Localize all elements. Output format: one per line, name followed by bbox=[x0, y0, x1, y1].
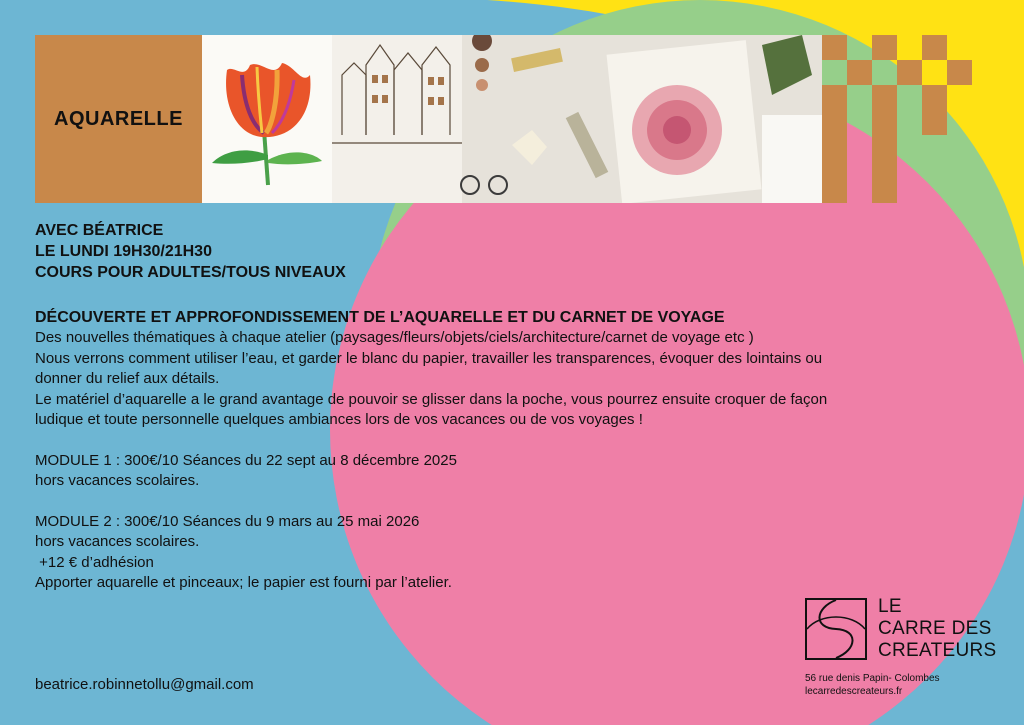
material-line-2: ludique et toute personnelle quelques ambiances lors de vos vacances ou de vos voyages ! bbox=[35, 411, 643, 428]
schedule-line: LE LUNDI 19H30/21H30 bbox=[35, 243, 212, 260]
supplies-note: Apporter aquarelle et pinceaux; le papier est fourni par l’atelier. bbox=[35, 574, 452, 591]
logo-line-3: CREATEURS bbox=[878, 640, 997, 661]
module-1-title: MODULE 1 : 300€/10 Séances du 22 sept au 8 décembre 2025 bbox=[35, 451, 457, 469]
address: 56 rue denis Papin- Colombes bbox=[805, 673, 940, 684]
logo-line-2: CARRE DES bbox=[878, 618, 992, 639]
banner-label: AQUARELLE bbox=[35, 35, 202, 203]
instructor-line: AVEC BÉATRICE bbox=[35, 222, 164, 239]
techniques-line-2: donner du relief aux détails. bbox=[35, 370, 220, 387]
themes-paragraph: Des nouvelles thématiques à chaque atelier (paysages/fleurs/objets/ciels/architecture/carnet de voyage etc ) bbox=[35, 329, 754, 346]
logo-line-1: LE bbox=[878, 596, 902, 617]
website-link[interactable]: lecarredescreateurs.fr bbox=[805, 686, 903, 697]
main-content bbox=[35, 220, 995, 594]
module-1-note: hors vacances scolaires. bbox=[35, 472, 200, 489]
contact-email-link[interactable]: beatrice.robinnetollu@gmail.com bbox=[35, 676, 254, 693]
logo-address-block bbox=[805, 672, 1005, 698]
logo-text bbox=[878, 596, 1024, 662]
checkerboard-pattern bbox=[822, 35, 972, 203]
logo-icon bbox=[805, 598, 867, 660]
membership-fee: +12 € d’adhésion bbox=[35, 553, 154, 571]
sketchbook-watercolor-image bbox=[332, 35, 822, 203]
module-2-note: hors vacances scolaires. bbox=[35, 533, 200, 550]
audience-line: COURS POUR ADULTES/TOUS NIVEAUX bbox=[35, 264, 346, 281]
tulip-watercolor-image bbox=[202, 35, 332, 203]
techniques-line-1: Nous verrons comment utiliser l’eau, et garder le blanc du papier, travailler les transparences, évoquer des lointains ou bbox=[35, 349, 823, 367]
material-line-1: Le matériel d’aquarelle a le grand avantage de pouvoir se glisser dans la poche, vous pourrez ensuite croquer de façon bbox=[35, 390, 828, 408]
section-title: DÉCOUVERTE ET APPROFONDISSEMENT DE L’AQUARELLE ET DU CARNET DE VOYAGE bbox=[35, 309, 725, 326]
module-2-title: MODULE 2 : 300€/10 Séances du 9 mars au 25 mai 2026 bbox=[35, 512, 420, 530]
